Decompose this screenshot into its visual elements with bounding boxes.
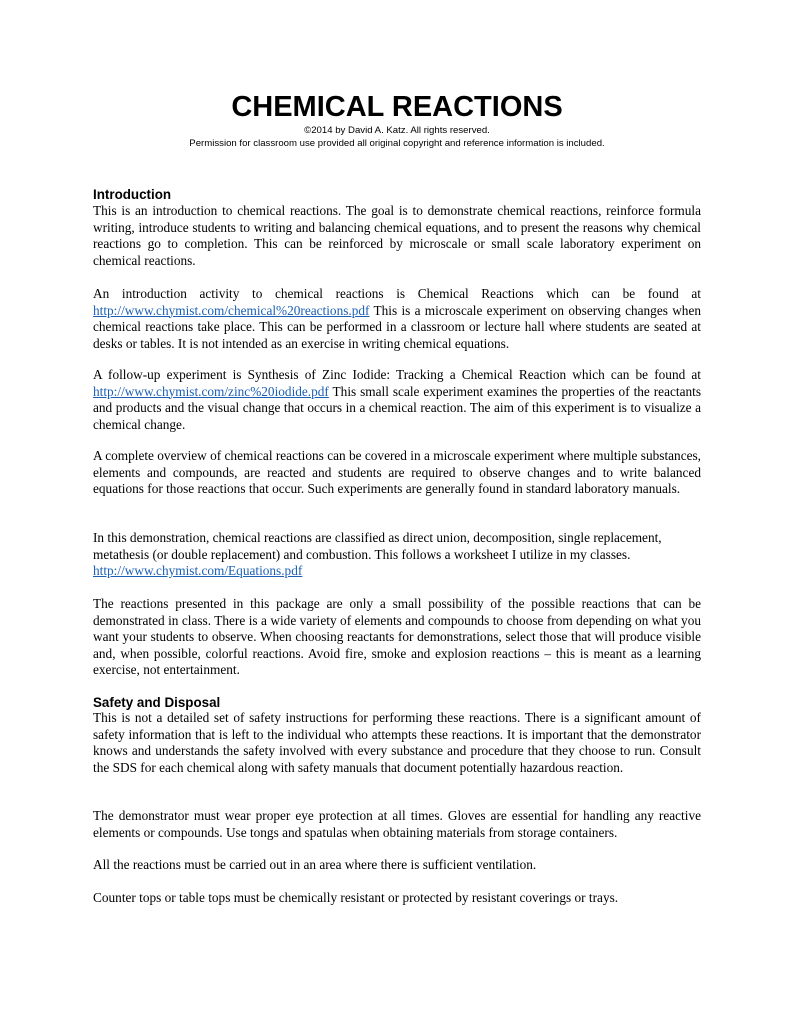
permission-line: Permission for classroom use provided all original copyright and reference information is included. — [189, 138, 605, 149]
intro-paragraph-2 — [93, 286, 701, 352]
zinc-iodide-pdf-link[interactable]: http://www.chymist.com/zinc%20iodide.pdf — [93, 383, 329, 399]
intro-paragraph-5-text: In this demonstration, chemical reactions are classified as direct union, decomposition, single replacement, metathesis (or double replacement) and combustion. This follows a worksheet I utilize in my classes. — [93, 530, 662, 562]
chemical-reactions-pdf-link[interactable]: http://www.chymist.com/chemical%20reactions.pdf — [93, 302, 370, 318]
intro-paragraph-3-text-b: This small scale experiment examines the properties of the reactants and products and the visual change that occurs in a chemical reaction. The aim of this experiment is to visualize a chemical change. — [93, 383, 701, 432]
intro-paragraph-3-text-a: A follow-up experiment is Synthesis of Zinc Iodide: Tracking a Chemical Reaction which can be found at — [93, 367, 701, 382]
safety-paragraph-4: Counter tops or table tops must be chemically resistant or protected by resistant coverings or trays. — [93, 890, 619, 905]
intro-paragraph-4: A complete overview of chemical reactions can be covered in a microscale experiment where multiple substances, elements and compounds, are reacted and students are required to observe changes and to write balanced equations for those reactions that occur. Such experiments are generally found in standard laboratory manuals. — [93, 448, 701, 496]
intro-paragraph-6: The reactions presented in this package are only a small possibility of the possible reactions that can be demonstrated in class. There is a wide variety of elements and compounds to choose from depending on what you want your students to observe. When choosing reactants for demonstrations, select those that will produce visible and, when possible, colorful reactions. Avoid fire, smoke and explosion reactions – this is meant as a learning exercise, not entertainment. — [93, 596, 701, 677]
copyright-line: ©2014 by David A. Katz. All rights reserved. — [304, 125, 490, 136]
intro-paragraph-5 — [93, 530, 701, 580]
intro-paragraph-3 — [93, 367, 701, 433]
safety-heading: Safety and Disposal — [93, 695, 221, 710]
safety-paragraph-1: This is not a detailed set of safety instructions for performing these reactions. There is a significant amount of safety information that is left to the individual who attempts these reactions. It is important that the demonstrator knows and understands the safety involved with every substance and procedure that they choose to run. Consult the SDS for each chemical along with safety manuals that document potentially hazardous reaction. — [93, 710, 701, 775]
safety-paragraph-2: The demonstrator must wear proper eye protection at all times. Gloves are essential for handling any reactive elements or compounds. Use tongs and spatulas when obtaining materials from storage containers. — [93, 808, 701, 840]
intro-paragraph-1: This is an introduction to chemical reactions. The goal is to demonstrate chemical reactions, reinforce formula writing, introduce students to writing and balancing chemical equations, and to present the reasons why chemical reactions go to completion. This can be reinforced by microscale or small scale laboratory experiment on chemical reactions. — [93, 203, 701, 268]
equations-pdf-link[interactable]: http://www.chymist.com/Equations.pdf — [93, 563, 303, 578]
safety-paragraph-3: All the reactions must be carried out in an area where there is sufficient ventilation. — [93, 857, 537, 872]
introduction-heading: Introduction — [93, 187, 172, 202]
intro-paragraph-2-text-b: This is a microscale experiment on observing changes when chemical reactions take place. This can be performed in a classroom or lecture hall where students are seated at desks or tables. It is not intended as an exercise in writing chemical equations. — [93, 302, 701, 351]
document-title: CHEMICAL REACTIONS — [231, 91, 563, 123]
intro-paragraph-2-text-a: An introduction activity to chemical reactions is Chemical Reactions which can be found at — [93, 286, 701, 301]
